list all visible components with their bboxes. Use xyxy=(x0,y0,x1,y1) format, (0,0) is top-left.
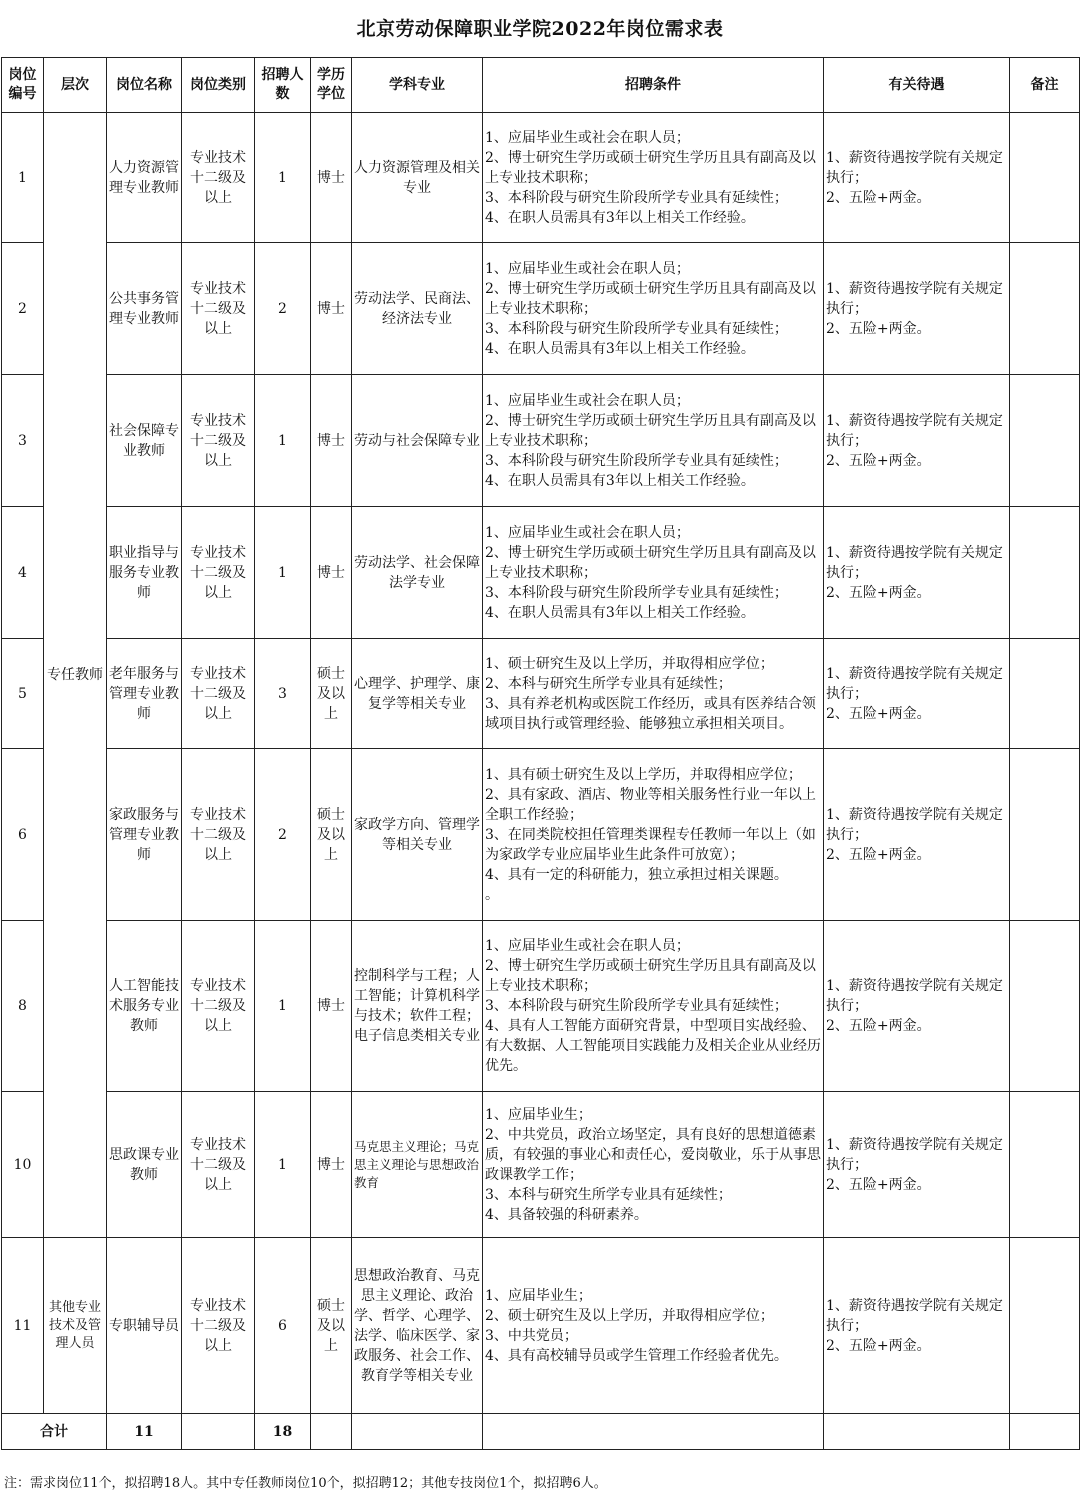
row-category: 专业技术十二级及以上 xyxy=(182,243,255,375)
header-degree: 学历学位 xyxy=(311,58,352,113)
row-conditions: 1、硕士研究生及以上学历，并取得相应学位； 2、本科与研究生所学专业具有延续性； 3、具有养老机构或医院工作经历，或具有医养结合领域项目执行或管理经验、能够独立承担相关项目。 xyxy=(483,639,824,749)
total-count: 18 xyxy=(255,1414,311,1450)
row-id: 2 xyxy=(2,243,44,375)
table-row xyxy=(2,1238,1080,1414)
total-positions: 11 xyxy=(107,1414,182,1450)
row-treatment: 1、薪资待遇按学院有关规定执行； 2、五险+两金。 xyxy=(824,749,1010,921)
table-row xyxy=(2,639,1080,749)
row-id: 4 xyxy=(2,507,44,639)
row-category: 专业技术十二级及以上 xyxy=(182,1238,255,1414)
row-id: 10 xyxy=(2,1092,44,1238)
row-major: 劳动法学、民商法、经济法专业 xyxy=(352,243,483,375)
row-conditions: 1、应届毕业生或社会在职人员； 2、博士研究生学历或硕士研究生学历且具有副高及以上专业技术职称； 3、本科阶段与研究生阶段所学专业具有延续性； 4、在职人员需具有3年以上相关工作经验。 xyxy=(483,113,824,243)
row-major: 思想政治教育、马克思主义理论、政治学、哲学、心理学、法学、临床医学、家政服务、社会工作、教育学等相关专业 xyxy=(352,1238,483,1414)
row-treatment: 1、薪资待遇按学院有关规定执行； 2、五险+两金。 xyxy=(824,243,1010,375)
row-major: 劳动与社会保障专业 xyxy=(352,375,483,507)
row-degree: 博士 xyxy=(311,243,352,375)
row-degree: 硕士及以上 xyxy=(311,1238,352,1414)
total-empty-6 xyxy=(1010,1414,1080,1450)
table-row xyxy=(2,749,1080,921)
row-count: 2 xyxy=(255,749,311,921)
job-table xyxy=(1,57,1080,1450)
row-conditions: 1、应届毕业生或社会在职人员； 2、博士研究生学历或硕士研究生学历且具有副高及以上专业技术职称； 3、本科阶段与研究生阶段所学专业具有延续性； 4、在职人员需具有3年以上相关工作经验。 xyxy=(483,507,824,639)
level-other: 其他专业技术及管理人员 xyxy=(44,1238,107,1414)
header-conditions: 招聘条件 xyxy=(483,58,824,113)
row-id: 5 xyxy=(2,639,44,749)
row-name: 人工智能技术服务专业教师 xyxy=(107,921,182,1092)
table-row xyxy=(2,921,1080,1092)
row-category: 专业技术十二级及以上 xyxy=(182,375,255,507)
table-row xyxy=(2,507,1080,639)
row-treatment: 1、薪资待遇按学院有关规定执行； 2、五险+两金。 xyxy=(824,113,1010,243)
header-count: 招聘人数 xyxy=(255,58,311,113)
row-conditions: 1、应届毕业生或社会在职人员； 2、博士研究生学历或硕士研究生学历且具有副高及以上专业技术职称； 3、本科阶段与研究生阶段所学专业具有延续性； 4、在职人员需具有3年以上相关工作经验。 xyxy=(483,243,824,375)
row-count: 2 xyxy=(255,243,311,375)
row-name: 职业指导与服务专业教师 xyxy=(107,507,182,639)
header-id: 岗位编号 xyxy=(2,58,44,113)
table-row xyxy=(2,375,1080,507)
row-id: 1 xyxy=(2,113,44,243)
header-remarks: 备注 xyxy=(1010,58,1080,113)
row-treatment: 1、薪资待遇按学院有关规定执行； 2、五险+两金。 xyxy=(824,639,1010,749)
total-empty-3 xyxy=(352,1414,483,1450)
row-treatment: 1、薪资待遇按学院有关规定执行； 2、五险+两金。 xyxy=(824,1238,1010,1414)
row-category: 专业技术十二级及以上 xyxy=(182,507,255,639)
table-row xyxy=(2,1092,1080,1238)
total-empty-1 xyxy=(182,1414,255,1450)
footnote: 注：需求岗位11个，拟招聘18人。其中专任教师岗位10个，拟招聘12；其他专技岗位1个，拟招聘6人。 xyxy=(4,1476,607,1491)
row-treatment: 1、薪资待遇按学院有关规定执行； 2、五险+两金。 xyxy=(824,921,1010,1092)
row-degree: 博士 xyxy=(311,1092,352,1238)
row-count: 3 xyxy=(255,639,311,749)
row-degree: 博士 xyxy=(311,921,352,1092)
row-degree: 博士 xyxy=(311,507,352,639)
row-major: 人力资源管理及相关专业 xyxy=(352,113,483,243)
row-degree: 博士 xyxy=(311,375,352,507)
row-count: 6 xyxy=(255,1238,311,1414)
row-id: 3 xyxy=(2,375,44,507)
row-count: 1 xyxy=(255,113,311,243)
row-count: 1 xyxy=(255,921,311,1092)
row-major: 心理学、护理学、康复学等相关专业 xyxy=(352,639,483,749)
row-name: 公共事务管理专业教师 xyxy=(107,243,182,375)
row-id: 8 xyxy=(2,921,44,1092)
header-treatment: 有关待遇 xyxy=(824,58,1010,113)
row-remarks xyxy=(1010,1092,1080,1238)
row-id: 6 xyxy=(2,749,44,921)
row-treatment: 1、薪资待遇按学院有关规定执行； 2、五险+两金。 xyxy=(824,507,1010,639)
header-row xyxy=(2,58,1080,113)
row-count: 1 xyxy=(255,507,311,639)
row-major: 劳动法学、社会保障法学专业 xyxy=(352,507,483,639)
level-teacher: 专任教师 xyxy=(44,113,107,1238)
total-row xyxy=(2,1414,1080,1450)
row-remarks xyxy=(1010,113,1080,243)
header-category: 岗位类别 xyxy=(182,58,255,113)
row-conditions: 1、应届毕业生； 2、硕士研究生及以上学历，并取得相应学位； 3、中共党员； 4、具有高校辅导员或学生管理工作经验者优先。 xyxy=(483,1238,824,1414)
row-id: 11 xyxy=(2,1238,44,1414)
row-remarks xyxy=(1010,1238,1080,1414)
row-name: 专职辅导员 xyxy=(107,1238,182,1414)
row-conditions: 1、应届毕业生或社会在职人员； 2、博士研究生学历或硕士研究生学历且具有副高及以上专业技术职称； 3、本科阶段与研究生阶段所学专业具有延续性； 4、在职人员需具有3年以上相关工作经验。 xyxy=(483,375,824,507)
total-empty-4 xyxy=(483,1414,824,1450)
row-degree: 硕士及以上 xyxy=(311,749,352,921)
row-remarks xyxy=(1010,375,1080,507)
row-category: 专业技术十二级及以上 xyxy=(182,749,255,921)
row-name: 思政课专业教师 xyxy=(107,1092,182,1238)
row-count: 1 xyxy=(255,1092,311,1238)
header-name: 岗位名称 xyxy=(107,58,182,113)
row-remarks xyxy=(1010,639,1080,749)
row-major: 马克思主义理论；马克思主义理论与思想政治教育 xyxy=(352,1092,483,1238)
header-level: 层次 xyxy=(44,58,107,113)
row-category: 专业技术十二级及以上 xyxy=(182,1092,255,1238)
row-name: 家政服务与管理专业教师 xyxy=(107,749,182,921)
header-major: 学科专业 xyxy=(352,58,483,113)
table-row xyxy=(2,113,1080,243)
row-name: 社会保障专业教师 xyxy=(107,375,182,507)
row-degree: 硕士及以上 xyxy=(311,639,352,749)
row-category: 专业技术十二级及以上 xyxy=(182,921,255,1092)
row-remarks xyxy=(1010,749,1080,921)
row-count: 1 xyxy=(255,375,311,507)
total-empty-5 xyxy=(824,1414,1010,1450)
row-remarks xyxy=(1010,507,1080,639)
row-remarks xyxy=(1010,921,1080,1092)
total-empty-2 xyxy=(311,1414,352,1450)
row-conditions: 1、应届毕业生或社会在职人员； 2、博士研究生学历或硕士研究生学历且具有副高及以上专业技术职称； 3、本科阶段与研究生阶段所学专业具有延续性； 4、具有人工智能方面研究背景，中型项目实战经验、有大数据、人工智能项目实践能力及相关企业从业经历优先。 xyxy=(483,921,824,1092)
page-title: 北京劳动保障职业学院2022年岗位需求表 xyxy=(356,18,724,40)
row-name: 人力资源管理专业教师 xyxy=(107,113,182,243)
table-row xyxy=(2,243,1080,375)
row-name: 老年服务与管理专业教师 xyxy=(107,639,182,749)
row-conditions: 1、具有硕士研究生及以上学历，并取得相应学位； 2、具有家政、酒店、物业等相关服务性行业一年以上全职工作经验； 3、在同类院校担任管理类课程专任教师一年以上（如为家政学专业应届毕业生此条件可放宽）； 4、具有一定的科研能力，独立承担过相关课题。 。 xyxy=(483,749,824,921)
row-treatment: 1、薪资待遇按学院有关规定执行； 2、五险+两金。 xyxy=(824,1092,1010,1238)
row-degree: 博士 xyxy=(311,113,352,243)
row-category: 专业技术十二级及以上 xyxy=(182,113,255,243)
row-major: 家政学方向、管理学等相关专业 xyxy=(352,749,483,921)
row-major: 控制科学与工程；人工智能；计算机科学与技术；软件工程；电子信息类相关专业 xyxy=(352,921,483,1092)
row-category: 专业技术十二级及以上 xyxy=(182,639,255,749)
row-treatment: 1、薪资待遇按学院有关规定执行； 2、五险+两金。 xyxy=(824,375,1010,507)
row-remarks xyxy=(1010,243,1080,375)
total-label: 合计 xyxy=(2,1414,107,1450)
row-conditions: 1、应届毕业生； 2、中共党员，政治立场坚定，具有良好的思想道德素质，有较强的事业心和责任心，爱岗敬业，乐于从事思政课教学工作； 3、本科与研究生所学专业具有延续性； 4、具备较强的科研素养。 xyxy=(483,1092,824,1238)
